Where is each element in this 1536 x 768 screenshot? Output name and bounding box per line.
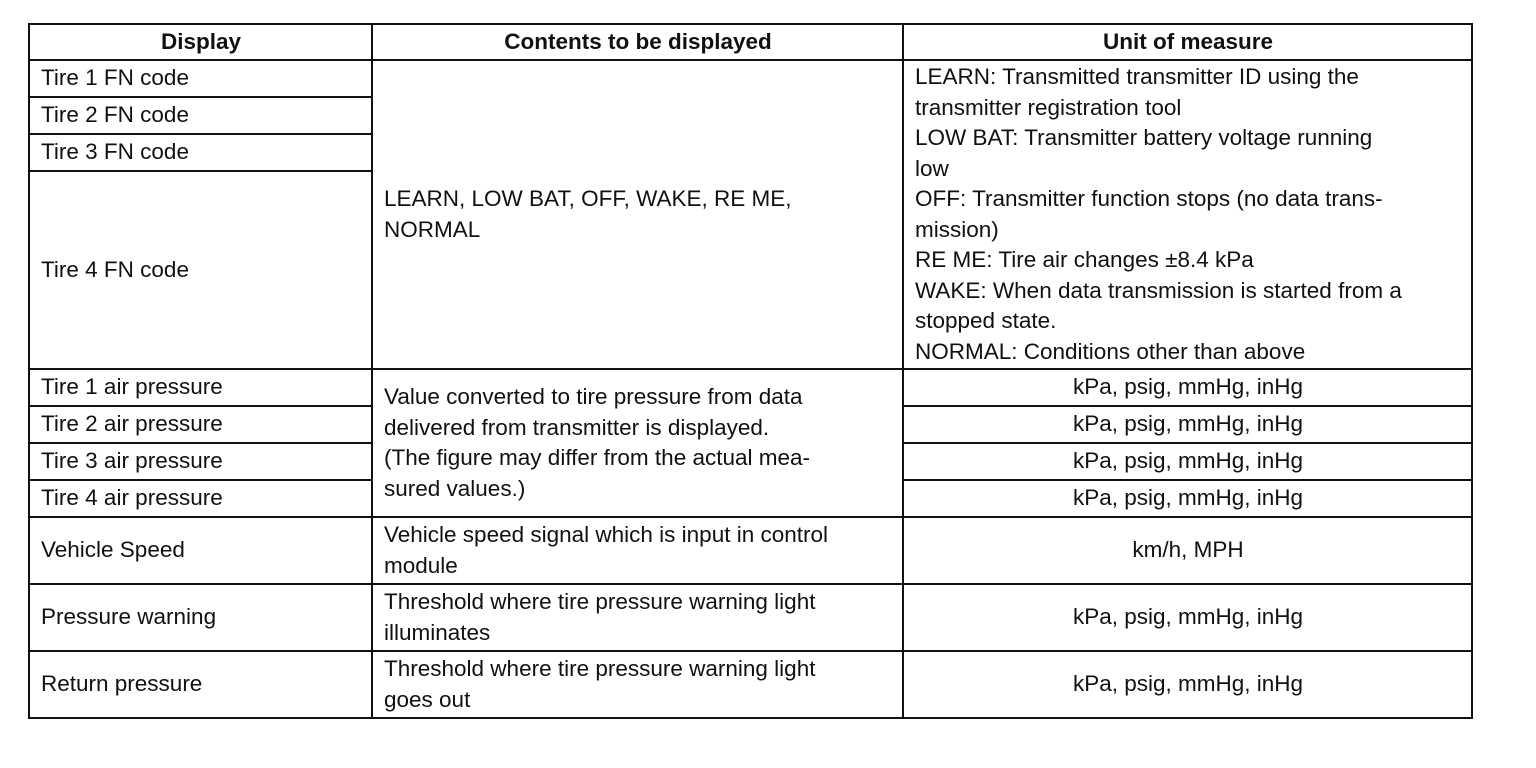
table-row — [29, 584, 1472, 651]
unit-line: NORMAL: Conditions other than above — [915, 338, 1306, 364]
display-cell: Tire 1 FN code — [29, 60, 372, 97]
unit-line: stopped state. — [915, 308, 1057, 333]
contents-cell: Threshold where tire pressure warning light illuminates — [372, 584, 903, 651]
display-cell: Tire 3 air pressure — [29, 443, 372, 480]
contents-cell: Threshold where tire pressure warning light goes out — [372, 651, 903, 718]
unit-cell: kPa, psig, mmHg, inHg — [903, 406, 1472, 443]
fn-code-unit-cell — [903, 60, 1472, 369]
header-contents: Contents to be displayed — [372, 24, 903, 60]
unit-line: transmitter registration tool — [915, 94, 1182, 120]
air-pressure-contents-cell: Value converted to tire pressure from data delivered from transmitter is displayed. (The figure may differ from the actual mea- sured values.) — [372, 369, 903, 517]
unit-line: OFF: Transmitter function stops (no data trans- — [915, 186, 1383, 211]
display-cell: Tire 2 FN code — [29, 97, 372, 134]
unit-line: LEARN: Transmitted transmitter ID using the — [915, 64, 1359, 89]
unit-cell: kPa, psig, mmHg, inHg — [903, 584, 1472, 651]
unit-line: RE ME: Tire air changes ±8.4 kPa — [915, 247, 1254, 272]
display-cell: Return pressure — [29, 651, 372, 718]
unit-cell: kPa, psig, mmHg, inHg — [903, 651, 1472, 718]
fn-code-contents-cell: LEARN, LOW BAT, OFF, WAKE, RE ME, NORMAL — [372, 60, 903, 369]
display-cell: Tire 4 air pressure — [29, 480, 372, 517]
table-row — [29, 517, 1472, 584]
unit-cell: kPa, psig, mmHg, inHg — [903, 369, 1472, 406]
unit-cell: km/h, MPH — [903, 517, 1472, 584]
unit-line: LOW BAT: Transmitter battery voltage running — [915, 125, 1373, 150]
unit-line: WAKE: When data transmission is started from a — [915, 277, 1402, 303]
specification-table — [28, 23, 1473, 719]
display-cell: Tire 4 FN code — [29, 171, 372, 369]
unit-line: mission) — [915, 216, 999, 242]
unit-cell: kPa, psig, mmHg, inHg — [903, 443, 1472, 480]
display-cell: Vehicle Speed — [29, 517, 372, 584]
contents-cell: Vehicle speed signal which is input in control module — [372, 517, 903, 584]
header-display: Display — [29, 24, 372, 60]
display-cell: Pressure warning — [29, 584, 372, 651]
display-cell: Tire 2 air pressure — [29, 406, 372, 443]
unit-line: low — [915, 155, 949, 181]
display-cell: Tire 1 air pressure — [29, 369, 372, 406]
table-row — [29, 60, 1472, 97]
header-unit: Unit of measure — [903, 24, 1472, 60]
unit-cell: kPa, psig, mmHg, inHg — [903, 480, 1472, 517]
table-row — [29, 651, 1472, 718]
display-cell: Tire 3 FN code — [29, 134, 372, 171]
header-row — [29, 24, 1472, 60]
table-row — [29, 369, 1472, 406]
